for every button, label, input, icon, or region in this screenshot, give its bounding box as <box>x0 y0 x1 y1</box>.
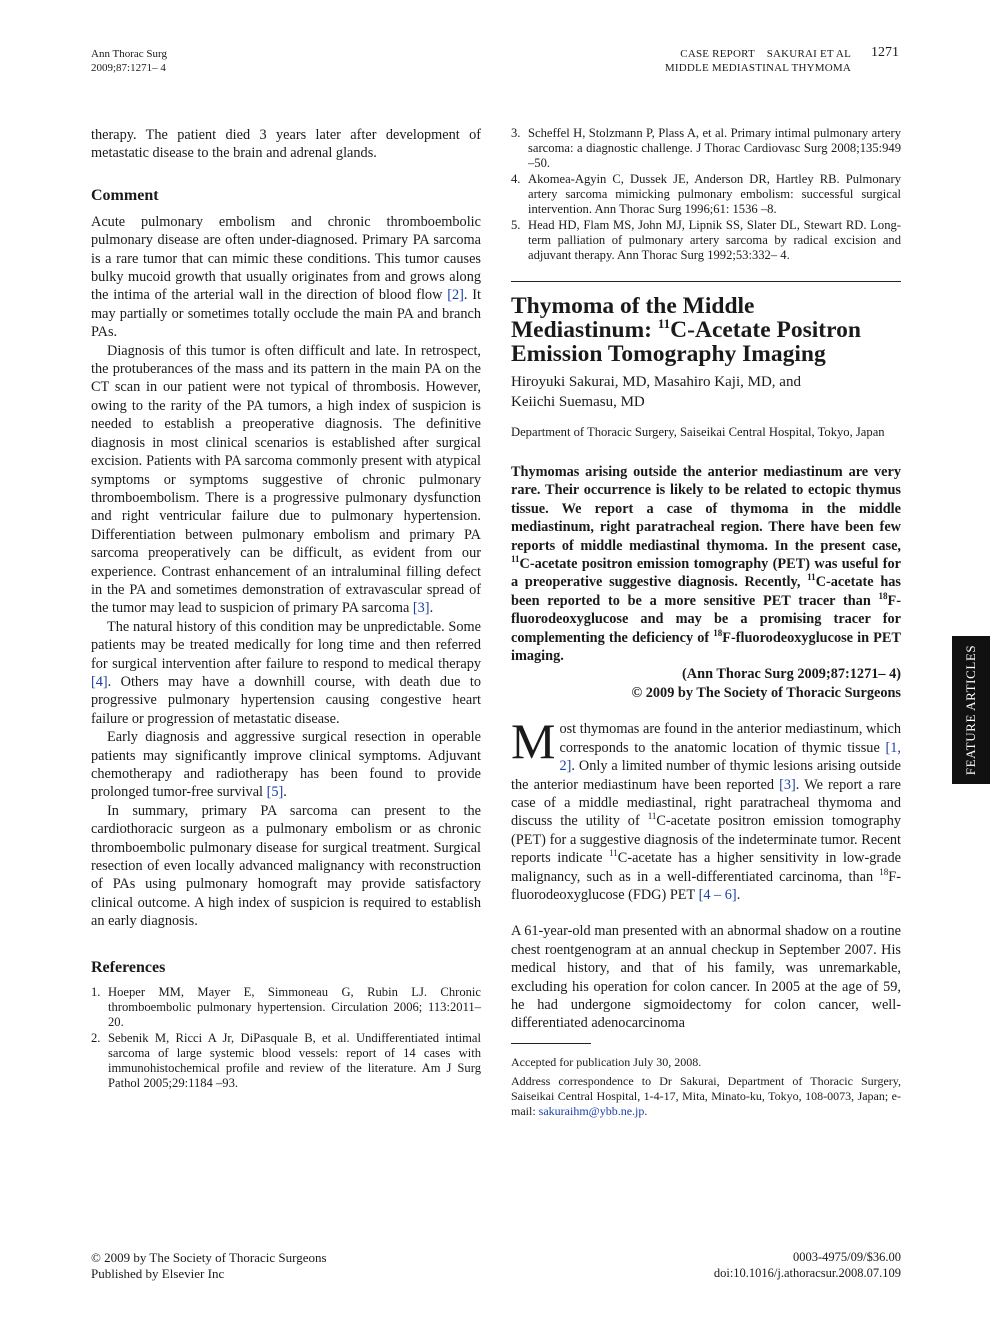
comment-paragraph-5: In summary, primary PA sarcoma can present to the cardiothoracic surgeon as a pulmonary embolism or as chronic thromboembolic pulmonary disease for surgical treatment. Surgical resection of even locally advanced malignancy with reconstruction of PAs using pulmonary homograft may provide satisfactory clinical outcome. A high index of suspicion is required to establish an early diagnosis. <box>91 802 481 930</box>
affiliation: Department of Thoracic Surgery, Saiseikai Central Hospital, Tokyo, Japan <box>511 425 885 439</box>
references-heading: References <box>91 958 166 976</box>
side-tab-label: FEATURE ARTICLES <box>963 644 978 776</box>
comment-paragraph-3: The natural history of this condition may be unpredictable. Some patients may be treated medically for long time and then referred for surgical intervention after failure to respond to medical therapy [4]. Others may have a downhill course, with death due to progressive pulmonary hypertension causing congestive heart failure or progression of metastatic disease. <box>91 618 481 727</box>
reference-list <box>91 985 481 1091</box>
reference-item: 3. Scheffel H, Stolzmann P, Plass A, et al. Primary intimal pulmonary artery sarcoma: a diagnostic challenge. J Thorac Cardiovasc Surg 2008;135:949 –50. <box>511 126 901 170</box>
running-title: MIDDLE MEDIASTINAL THYMOMA <box>664 62 851 74</box>
citation-link[interactable]: [4] <box>91 673 108 690</box>
reference-item: 4. Akomea-Agyin C, Dussek JE, Anderson DR, Hartley RB. Pulmonary artery sarcoma mimicking pulmonary embolism: successful surgical intervention. Ann Thorac Surg 1996;61: 1536 –8. <box>511 172 901 216</box>
article-authors: Hiroyuki Sakurai, MD, Masahiro Kaji, MD, and Keiichi Suemasu, MD <box>511 374 801 410</box>
article-title: Thymoma of the Middle Mediastinum: $^{11}$C-Acetate Positron Emission Tomography Imaging <box>511 293 861 367</box>
abstract-citation: (Ann Thorac Surg 2009;87:1271– 4) <box>682 666 901 683</box>
drop-cap: M <box>511 713 556 770</box>
comment-heading: Comment <box>91 186 159 204</box>
reference-item: 2. Sebenik M, Ricci A Jr, DiPasquale B, et al. Undifferentiated intimal sarcoma of large systemic blood vessels: report of 14 cases with immunohistochemical profile and review of the literature. Am J Surg Pathol 2005;29:1184 –93. <box>91 1030 481 1090</box>
comment-paragraph-1: Acute pulmonary embolism and chronic thromboembolic pulmonary disease are often under-diagnosed. Primary PA sarcoma is a rare tumor that can mimic these conditions. This tumor causes bulky mucoid growth that usually originates from and grows along the intima of the arterial wall in the direction of blood flow [2]. It may partially or sometimes totally occlude the main PA and branch PAs. <box>91 213 482 341</box>
right-column <box>511 126 901 1123</box>
footer-doi: doi:10.1016/j.athoracsur.2008.07.109 <box>713 1265 901 1280</box>
abstract: Thymomas arising outside the anterior mediastinum are very rare. Their occurrence is likely to be related to ectopic thymus tissue. We report a case of thymoma in the middle mediastinum, right paratracheal region. There have been few reports of middle mediastinal thymoma. In the present case, $^{11}$C-acetate positron emission tomography (PET) was useful for a preoperative suggestive diagnosis. Recently, $^{11}$C-acetate has been reported to be a more sensitive PET tracer than $^{18}$F-fluorodeoxyglucose and may be a promising tracer for complementing the deficiency of $^{18}$F-fluorodeoxyglucose in PET imaging. <box>511 464 901 665</box>
footer-publisher: Published by Elsevier Inc <box>91 1265 225 1281</box>
footnote-accepted: Accepted for publication July 30, 2008. <box>511 1054 702 1069</box>
journal-name: Ann Thorac Surg <box>91 48 167 60</box>
footer-left <box>91 1250 327 1281</box>
journal-issue: 2009;87:1271– 4 <box>91 62 166 74</box>
footnote-divider <box>511 1043 591 1044</box>
reference-item: 1. Hoeper MM, Mayer E, Simmoneau G, Rubin LJ. Chronic thromboembolic pulmonary hypertension. Circulation 2006; 113:2011–20. <box>91 984 481 1029</box>
citation-link[interactable]: [2] <box>447 287 464 304</box>
case-paragraph: A 61-year-old man presented with an abnormal shadow on a routine chest roentgenogram at an annual checkup in September 2007. His medical history, and that of his family, was unremarkable, excluding his operation for colon cancer. In 2005 at the age of 59, he had undergone sigmoidectomy for colon cancer, well-differentiated adenocarcinoma <box>511 923 901 1032</box>
authors-short: SAKURAI ET AL <box>766 48 851 60</box>
citation-link[interactable]: [3] <box>412 600 430 617</box>
comment-paragraph-2: Diagnosis of this tumor is often difficult and late. In retrospect, the protuberances of the mass and its pattern in the main PA on the CT scan in our patient were not typical of thrombosis. However, owing to the rarity of the PA tumors, a high index of suspicion is needed to establish a preoperative diagnosis. The definitive diagnosis in most clinical scenarios is established after surgical excision. Patients with PA sarcoma commonly present with atypical symptoms or symptoms suggestive of chronic pulmonary thromboembolism. There is a progressive pulmonary dysfunction and right ventricular failure due to pulmonary hypertension. Differentiation between pulmonary embolism and primary PA sarcoma preoperatively can be difficult, as evident from our experience. Contrast enhancement of an intraluminal filling defect in the PA and sometimes demonstration of extravascular spread of the tumor may lead to suspicion of primary PA sarcoma [3]. <box>91 342 481 617</box>
footer-right <box>714 1250 901 1281</box>
citation-link[interactable]: [3] <box>779 776 796 793</box>
footer-copyright: © 2009 by The Society of Thoracic Surgeons <box>91 1250 327 1265</box>
page-number: 1271 <box>871 45 899 60</box>
reference-item: 5. Head HD, Flam MS, John MJ, Lipnik SS, Slater DL, Stewart RD. Long-term palliation of pulmonary artery sarcoma by radical excision and adjuvant therapy. Ann Thorac Surg 1992;53:332– 4. <box>511 218 901 262</box>
running-header-right <box>665 47 851 75</box>
footnote-address: Address correspondence to Dr Sakurai, Department of Thoracic Surgery, Saiseikai Central Hospital, 1-4-17, Mita, Minato-ku, Tokyo, 108-0073, Japan; e-mail: sakuraihm@ybb.ne.jp. <box>511 1073 901 1118</box>
citation-link[interactable]: [4 – 6] <box>698 886 737 903</box>
abstract-copyright: © 2009 by The Society of Thoracic Surgeons <box>631 684 901 701</box>
section-label: CASE REPORT <box>680 48 755 60</box>
feature-articles-tab <box>952 636 990 784</box>
left-column <box>91 126 481 1092</box>
comment-paragraph-4: Early diagnosis and aggressive surgical resection in operable patients may significantly improve clinical symptoms. Adjuvant chemotherapy and radiotherapy has been found to provide prolonged tumor-free survival [5]. <box>91 729 481 801</box>
reference-list-continued <box>511 126 901 263</box>
intro-paragraph: Most thymomas are found in the anterior mediastinum, which corresponds to the anatomic location of thymic tissue [1, 2]. Only a limited number of thymic lesions arising outside the anterior mediastinum have been reported [3]. We report a rare case of a middle mediastinal, right paratracheal thymoma and discuss the utility of $^{11}$C-acetate positron emission tomography (PET) for a suggestive diagnosis of the indeterminate tumor. Recent reports indicate $^{11}$C-acetate has a higher sensitivity in low-grade malignancy, such as in a well-differentiated carcinoma, than $^{18}$F-fluorodeoxyglucose (FDG) PET [4 – 6]. <box>511 713 901 903</box>
citation-link[interactable]: [1, 2] <box>559 739 901 775</box>
running-header-left <box>91 47 167 75</box>
citation-link[interactable]: [5] <box>266 784 284 801</box>
continued-paragraph: therapy. The patient died 3 years later after development of metastatic disease to the brain and adrenal glands. <box>91 127 481 162</box>
article-divider <box>511 281 901 282</box>
footer-issn: 0003-4975/09/$36.00 <box>793 1250 901 1264</box>
email-link[interactable]: sakuraihm@ybb.ne.jp <box>538 1103 645 1118</box>
